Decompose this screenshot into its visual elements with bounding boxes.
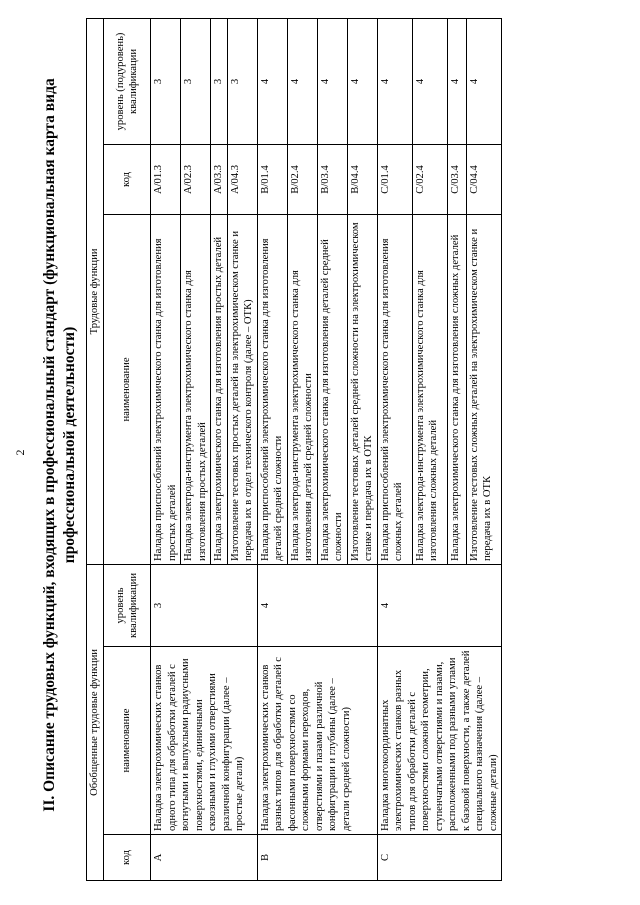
header-name: наименование bbox=[104, 647, 151, 835]
labor-function-code: C/03.4 bbox=[447, 144, 466, 214]
labor-function-code: B/02.4 bbox=[287, 144, 317, 214]
labor-function-level: 4 bbox=[447, 18, 466, 144]
labor-function-level: 4 bbox=[287, 18, 317, 144]
labor-function-code: C/04.4 bbox=[466, 144, 501, 214]
generalized-function-name: Наладка электрохимических станков разных типов для обработки деталей с фасонными поверхностями со сложными формами переходов, отверстиями и пазами различной конфигурации и глубины (далее – детали средней сложности) bbox=[257, 647, 377, 835]
table-body bbox=[151, 18, 502, 880]
labor-function-name: Наладка электрода-инструмента электрохимического станка для изготовления сложных деталей bbox=[412, 214, 447, 564]
generalized-function-code: C bbox=[377, 835, 502, 881]
labor-function-code: B/04.4 bbox=[347, 144, 377, 214]
labor-function-code: A/03.3 bbox=[211, 144, 228, 214]
labor-function-level: 3 bbox=[211, 18, 228, 144]
labor-function-name: Наладка приспособлений электрохимического станка для изготовления простых деталей bbox=[151, 214, 181, 564]
labor-function-level: 3 bbox=[181, 18, 211, 144]
labor-function-name: Изготовление тестовых простых деталей на электрохимическом станке и передача их в отдел технического контроля (далее – ОТК) bbox=[227, 214, 257, 564]
labor-function-name: Наладка электрохимического станка для изготовления сложных деталей bbox=[447, 214, 466, 564]
labor-function-level: 4 bbox=[347, 18, 377, 144]
labor-function-level: 3 bbox=[227, 18, 257, 144]
labor-function-name: Наладка электрода-инструмента электрохимического станка для изготовления простых деталей bbox=[181, 214, 211, 564]
labor-function-name: Наладка электрохимического станка для изготовления деталей средней сложности bbox=[317, 214, 347, 564]
labor-function-name: Наладка приспособлений электрохимического станка для изготовления сложных деталей bbox=[377, 214, 412, 564]
generalized-function-code: B bbox=[257, 835, 377, 881]
labor-function-name: Наладка электрохимического станка для изготовления простых деталей bbox=[211, 214, 228, 564]
labor-function-level: 3 bbox=[151, 18, 181, 144]
header-tf-level: уровень (подуровень) квалификации bbox=[104, 18, 151, 144]
labor-function-name: Наладка электрода-инструмента электрохимического станка для изготовления деталей средней сложности bbox=[287, 214, 317, 564]
table-row bbox=[377, 18, 412, 880]
functional-map-table bbox=[86, 18, 502, 881]
heading-line-1: II. Описание трудовых функций, входящих в профессиональный стандарт (функциональная карта вида bbox=[41, 78, 58, 812]
generalized-function-name: Наладка электрохимических станков одного типа для обработки деталей с вогнутыми и выпуклыми радиусными поверхностями, единичными сквозными и глухими отверстиями различной конфигурации (далее – простые детали) bbox=[151, 647, 258, 835]
header-generalized-functions: Обобщенные трудовые функции bbox=[87, 564, 104, 880]
labor-function-code: B/01.4 bbox=[257, 144, 287, 214]
table-row bbox=[151, 18, 181, 880]
header-code: код bbox=[104, 835, 151, 881]
generalized-function-level: 4 bbox=[377, 564, 502, 646]
generalized-function-name: Наладка многокоординатных электрохимических станков разных типов для обработки деталей с поверхностями сложной геометрии, ступенчатыми отверстиями и пазами, расположенными под разными углами к базовой поверхности, а также деталей специального назначения (далее – сложные детали) bbox=[377, 647, 502, 835]
section-heading bbox=[40, 45, 80, 845]
labor-function-code: B/03.4 bbox=[317, 144, 347, 214]
labor-function-name: Изготовление тестовых деталей средней сложности на электрохимическом станке и передача их в ОТК bbox=[347, 214, 377, 564]
labor-function-code: A/04.3 bbox=[227, 144, 257, 214]
labor-function-name: Наладка приспособлений электрохимического станка для изготовления деталей средней сложности bbox=[257, 214, 287, 564]
labor-function-code: C/01.4 bbox=[377, 144, 412, 214]
labor-function-level: 4 bbox=[412, 18, 447, 144]
table-row bbox=[257, 18, 287, 880]
labor-function-level: 4 bbox=[466, 18, 501, 144]
header-level: уровень квалификации bbox=[104, 564, 151, 646]
generalized-function-level: 3 bbox=[151, 564, 258, 646]
header-tf-name: наименование bbox=[104, 214, 151, 564]
labor-function-code: A/01.3 bbox=[151, 144, 181, 214]
header-labor-functions: Трудовые функции bbox=[87, 18, 104, 564]
generalized-function-code: A bbox=[151, 835, 258, 881]
heading-line-2: профессиональной деятельности) bbox=[61, 326, 78, 564]
page-number: 2 bbox=[13, 449, 27, 456]
labor-function-level: 4 bbox=[257, 18, 287, 144]
labor-function-level: 4 bbox=[317, 18, 347, 144]
generalized-function-level: 4 bbox=[257, 564, 377, 646]
header-tf-code: код bbox=[104, 144, 151, 214]
labor-function-code: C/02.4 bbox=[412, 144, 447, 214]
labor-function-code: A/02.3 bbox=[181, 144, 211, 214]
labor-function-name: Изготовление тестовых сложных деталей на электрохимическом станке и передача их в ОТК bbox=[466, 214, 501, 564]
labor-function-level: 4 bbox=[377, 18, 412, 144]
